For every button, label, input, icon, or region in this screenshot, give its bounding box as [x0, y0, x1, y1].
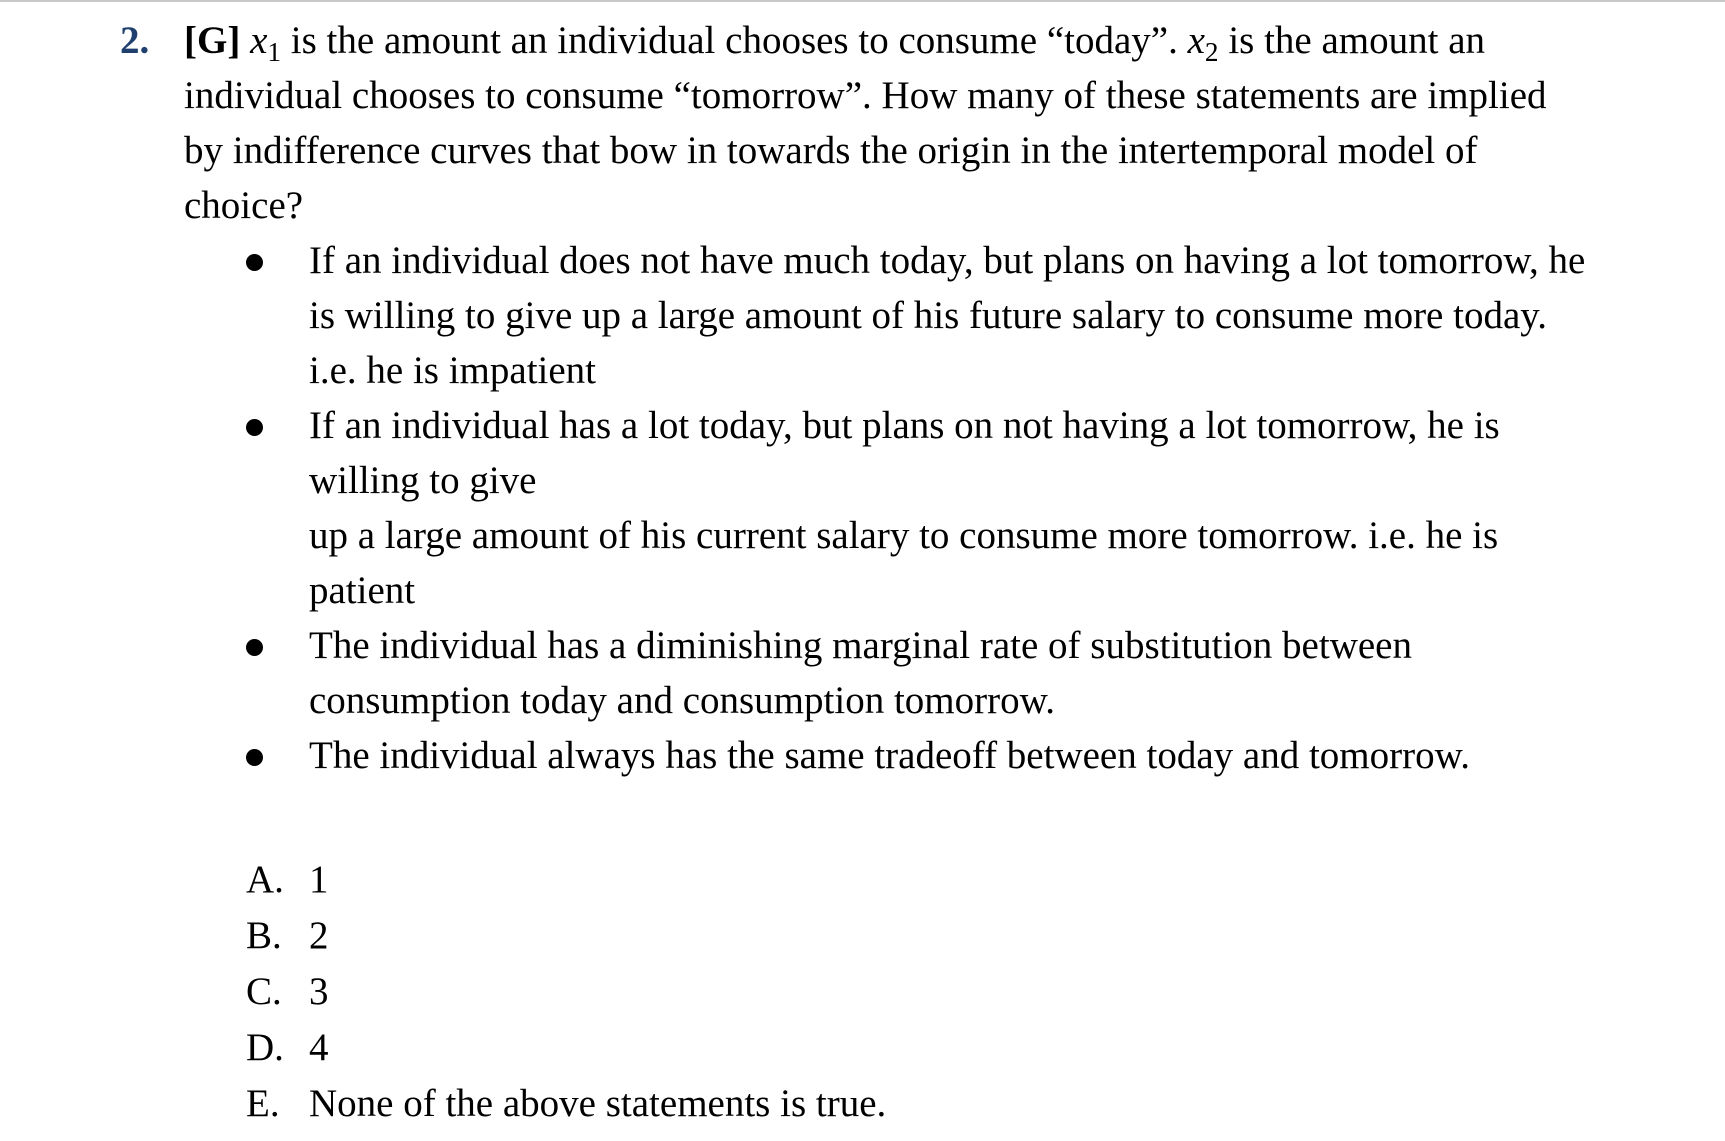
statement-item — [0, 398, 1725, 618]
variable-x2 — [1187, 19, 1219, 68]
answer-option-a[interactable] — [246, 852, 886, 908]
statement-list — [0, 233, 1725, 783]
stem-text-part2: is the amount an — [1218, 19, 1486, 62]
statement-line: The individual has a diminishing marginal rate of substitution between — [309, 624, 1412, 667]
option-letter: E. — [246, 1082, 280, 1125]
question-number: 2. — [120, 19, 150, 62]
bullet-icon — [246, 639, 263, 656]
option-letter: A. — [246, 858, 284, 901]
answer-option-c[interactable] — [246, 964, 886, 1020]
statement-line: The individual always has the same tradeoff between today and tomorrow. — [309, 734, 1470, 777]
option-letter: B. — [246, 914, 282, 957]
stem-line-3: by indifference curves that bow in towards the origin in the intertemporal model of — [184, 129, 1478, 172]
variable-x1-subscript: 1 — [267, 37, 282, 68]
stem-line-1 — [184, 13, 1694, 68]
answer-option-d[interactable] — [246, 1020, 886, 1076]
statement-line: i.e. he is impatient — [309, 349, 597, 392]
bullet-icon — [246, 254, 263, 271]
question-tag: [G] — [184, 19, 241, 62]
statement-line: is willing to give up a large amount of his future salary to consume more today. — [309, 294, 1547, 337]
option-text: 2 — [309, 914, 329, 957]
answer-option-b[interactable] — [246, 908, 886, 964]
stem-line-2: individual chooses to consume “tomorrow”. How many of these statements are implied — [184, 74, 1547, 117]
option-text: None of the above statements is true. — [309, 1082, 887, 1125]
variable-x1 — [250, 19, 282, 68]
option-letter: D. — [246, 1026, 284, 1069]
statement-item — [0, 233, 1725, 398]
statement-line: willing to give — [309, 459, 537, 502]
statement-item — [0, 618, 1725, 728]
variable-x2-subscript: 2 — [1204, 37, 1219, 68]
answer-option-e[interactable] — [246, 1076, 886, 1132]
stem-text-part1: is the amount an individual chooses to consume “today”. — [281, 19, 1188, 62]
answer-options — [246, 852, 886, 1132]
question-stem — [184, 13, 1694, 233]
statement-line: patient — [309, 569, 416, 612]
variable-x2-base: x — [1187, 19, 1205, 62]
option-text: 3 — [309, 970, 329, 1013]
statement-line: If an individual has a lot today, but plans on not having a lot tomorrow, he is — [309, 404, 1500, 447]
option-text: 1 — [309, 858, 329, 901]
statement-line: up a large amount of his current salary to consume more tomorrow. i.e. he is — [309, 514, 1499, 557]
option-letter: C. — [246, 970, 282, 1013]
statement-line: If an individual does not have much today, but plans on having a lot tomorrow, he — [309, 239, 1586, 282]
variable-x1-base: x — [250, 19, 268, 62]
stem-line-4: choice? — [184, 184, 304, 227]
top-divider — [0, 0, 1725, 2]
statement-item — [0, 728, 1725, 783]
bullet-icon — [246, 419, 263, 436]
option-text: 4 — [309, 1026, 329, 1069]
statement-line: consumption today and consumption tomorrow. — [309, 679, 1055, 722]
bullet-icon — [246, 749, 263, 766]
